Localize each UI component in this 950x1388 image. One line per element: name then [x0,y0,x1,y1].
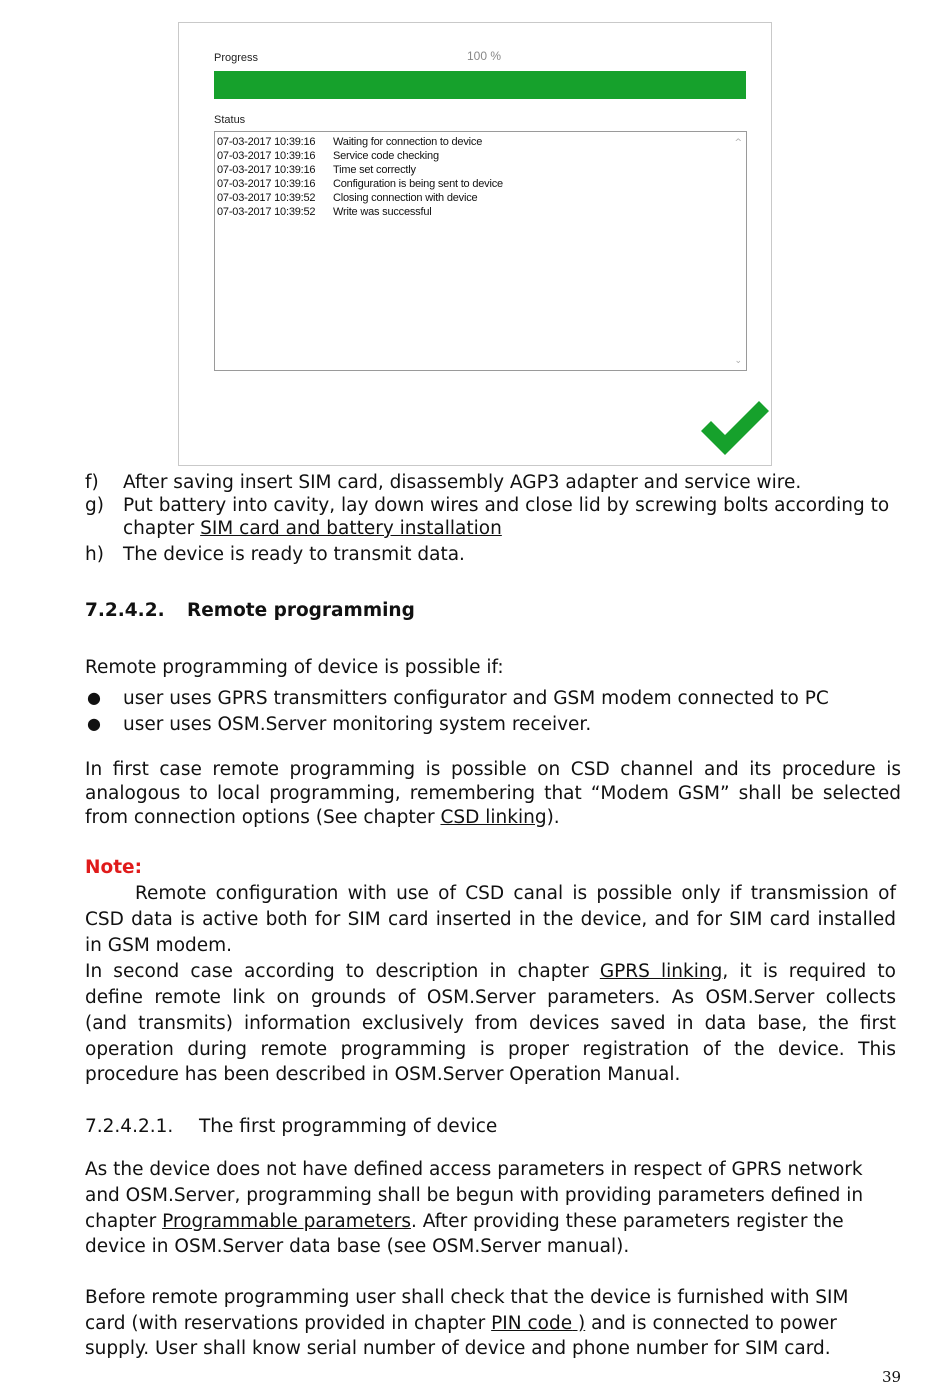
list-marker-g: g) [85,495,104,516]
status-log[interactable] [214,131,747,371]
para2-line1: In second case according to description in chapter GPRS linking, it is required to [85,961,896,982]
subsection-title: The first programming of device [199,1116,498,1137]
para3-line4: device in OSM.Server data base (see OSM.Server manual). [85,1236,630,1257]
pin-code-link[interactable]: PIN code [491,1313,573,1334]
programmable-parameters-link[interactable]: Programmable parameters [162,1211,411,1232]
list-marker-h: h) [85,544,104,565]
para1-line2: analogous to local programming, remembering that “Modem GSM” shall be selected [85,783,901,804]
para2-line2: define remote link on grounds of OSM.Server parameters. As OSM.Server collects [85,987,896,1008]
log-row: 07-03-2017 10:39:52 Write was successful [217,206,432,218]
para4-line3: supply. User shall know serial number of device and phone number for SIM card. [85,1338,831,1359]
para3-line3: chapter Programmable parameters. After providing these parameters register the [85,1211,844,1232]
para1-line1: In first case remote programming is possible on CSD channel and its procedure is [85,759,901,780]
para2-line5: procedure has been described in OSM.Server Operation Manual. [85,1064,681,1085]
step-g-text: Put battery into cavity, lay down wires and close lid by screwing bolts according to [123,495,890,516]
note-label: Note: [85,857,142,878]
list-marker-f: f) [85,472,99,493]
para3-line1: As the device does not have defined access parameters in respect of GPRS network [85,1159,863,1180]
subsection-number: 7.2.4.2.1. [85,1116,174,1137]
para1-line3: from connection options (See chapter CSD linking). [85,807,560,828]
scroll-down-icon[interactable]: ⌄ [734,356,742,366]
csd-linking-link[interactable]: CSD linking [440,807,547,828]
progress-label: Progress [214,52,259,64]
page-number: 39 [882,1368,902,1386]
section-title: Remote programming [187,600,415,621]
para4-line1: Before remote programming user shall check that the device is furnished with SIM [85,1287,849,1308]
note-line1: Remote configuration with use of CSD canal is possible only if transmission of [135,883,896,904]
bullet-item: user uses OSM.Server monitoring system receiver. [123,714,592,735]
bullet-item: user uses GPRS transmitters configurator and GSM modem connected to PC [123,688,829,709]
para3-line2: and OSM.Server, programming shall be begun with providing parameters defined in [85,1185,864,1206]
status-label: Status [214,114,246,126]
bullet-icon: ● [87,714,101,733]
para2-line3: (and transmits) information exclusively from devices saved in data base, the first [85,1013,896,1034]
progress-bar-fill [214,71,746,99]
checkmark-icon [697,395,771,461]
bullet-icon: ● [87,688,101,707]
note-line3: in GSM modem. [85,935,233,956]
scroll-up-icon[interactable]: ^ [734,138,742,148]
step-f-text: After saving insert SIM card, disassembly AGP3 adapter and service wire. [123,472,802,493]
step-h-text: The device is ready to transmit data. [123,544,465,565]
progress-percent: 100 % [467,49,502,63]
para4-line2: card (with reservations provided in chapter PIN code ) and is connected to power [85,1313,837,1334]
log-row: 07-03-2017 10:39:16 Service code checking [217,150,439,162]
progress-dialog-screenshot [178,22,772,466]
log-row: 07-03-2017 10:39:16 Time set correctly [217,164,416,176]
intro-text: Remote programming of device is possible if: [85,657,504,678]
log-row: 07-03-2017 10:39:16 Configuration is being sent to device [217,178,503,190]
log-row: 07-03-2017 10:39:52 Closing connection with device [217,192,478,204]
para2-line4: operation during remote programming is proper registration of the device. This [85,1039,896,1060]
note-line2: CSD data is active both for SIM card inserted in the device, and for SIM card installed [85,909,896,930]
step-g-text-cont: chapter SIM card and battery installation [123,518,502,539]
log-row: 07-03-2017 10:39:16 Waiting for connection to device [217,136,483,148]
progress-bar [214,71,746,99]
gprs-linking-link[interactable]: GPRS linking [599,961,723,982]
section-number: 7.2.4.2. [85,600,165,621]
sim-card-battery-link[interactable]: SIM card and battery installation [200,518,502,539]
